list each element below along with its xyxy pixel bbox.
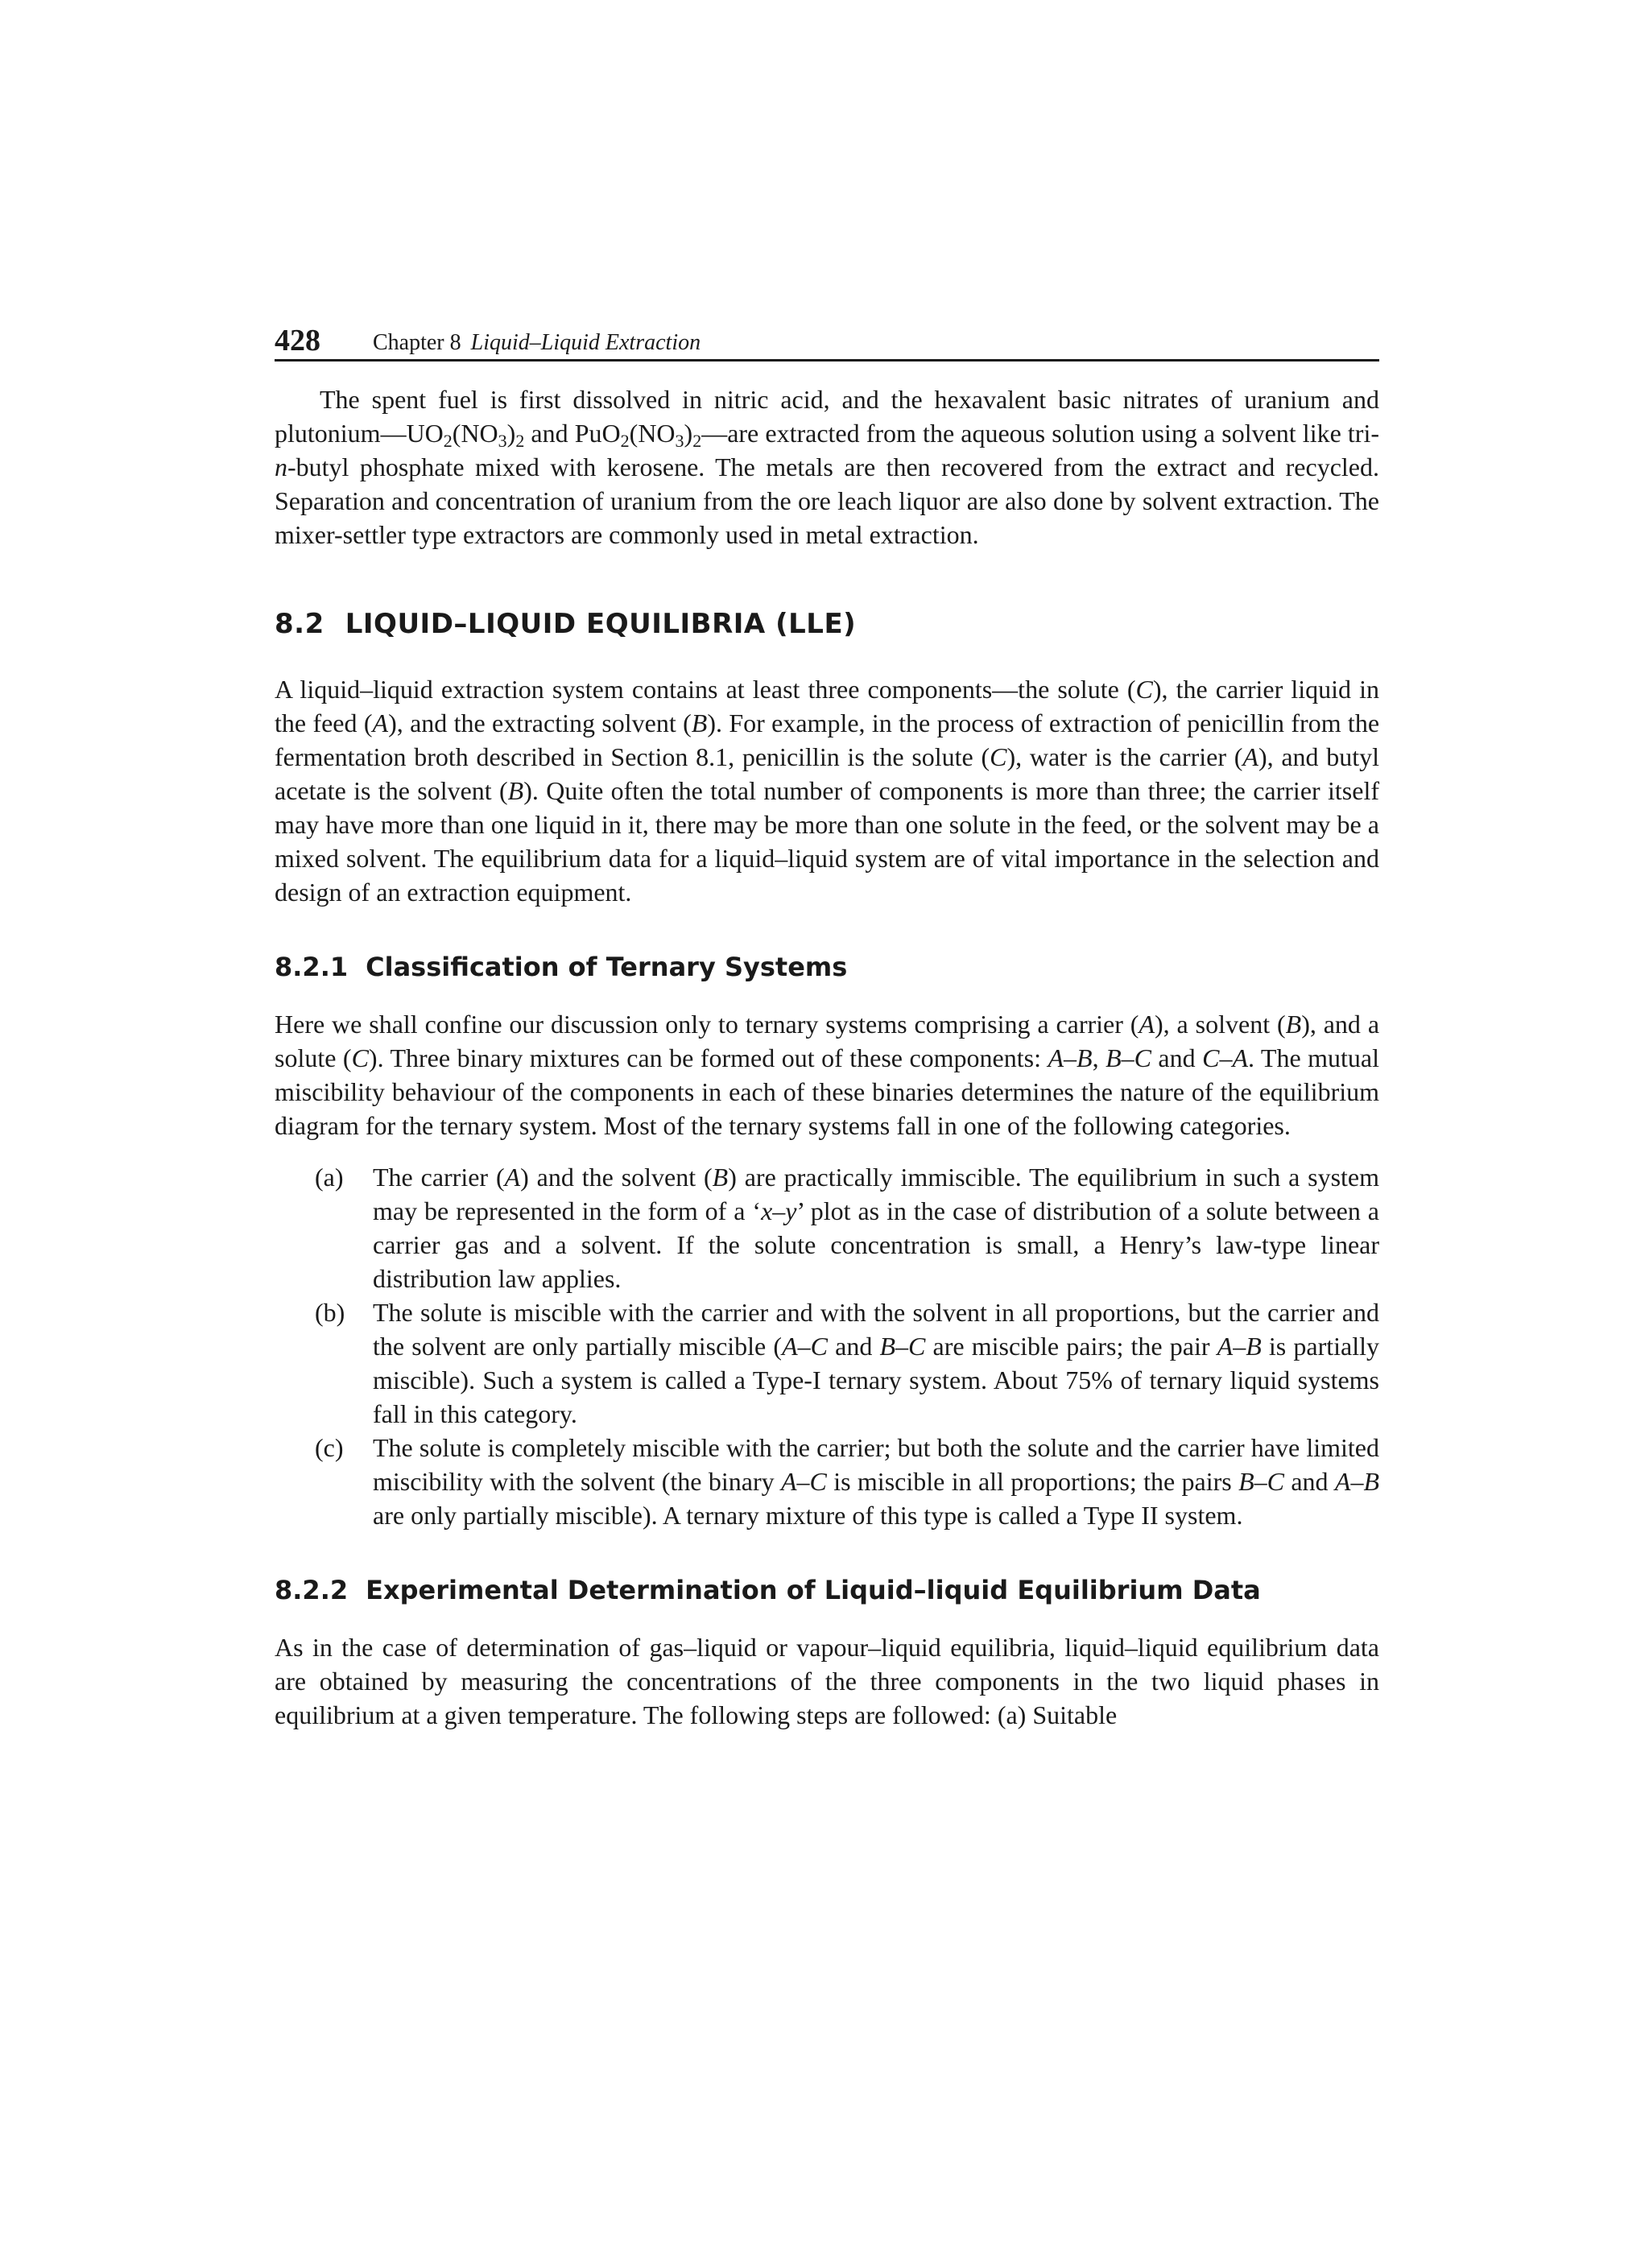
section-heading-8-2-2: 8.2.2 Experimental Determination of Liquid–liquid Equilibrium Data (275, 1575, 1261, 1605)
list-item: (a) The carrier (A) and the solvent (B) are practically immiscible. The equilibrium in such a system may be represented in the form of a ‘x–y’ plot as in the case of distribution of a solute between a carrier gas and a solvent. If the solute concentration is small, a Henry’s law-type linear distribution law applies. (315, 1163, 1380, 1293)
formula-plutonyl-nitrate: $PuO_2(NO_3)_2$ (574, 419, 702, 451)
chapter-title: Liquid–Liquid Extraction (470, 330, 701, 355)
page (275, 320, 1379, 1732)
running-header (275, 320, 1379, 361)
page-number: 428 (275, 324, 320, 357)
section-heading-8-2: 8.2 LIQUID–LIQUID EQUILIBRIA (LLE) (275, 608, 857, 640)
section-8-2-1-paragraph: Here we shall confine our discussion only to ternary systems comprising a carrier (A), a solvent (B), and a solute (C). Three binary mixtures can be formed out of these components: A–B, B–C and C–A. The mutual miscibility behaviour of the components in each of these binaries determines the nature of the equilibrium diagram for the ternary system. Most of the ternary systems fall in one of the following categories. (275, 1010, 1380, 1140)
running-head (373, 332, 701, 354)
section-heading-8-2-1: 8.2.1 Classification of Ternary Systems (275, 952, 848, 982)
section-8-2-2-paragraph: As in the case of determination of gas–liquid or vapour–liquid equilibria, liquid–liquid equilibrium data are obtained by measuring the concentrations of the three components in the two liquid phases in equilibrium at a given temperature. The following steps are followed: (a) Suitable (275, 1633, 1379, 1729)
classification-list (275, 1160, 1379, 1532)
formula-uranyl-nitrate: $UO_2(NO_3)_2$ (406, 419, 525, 451)
chapter-label: Chapter 8 (373, 330, 461, 355)
section-8-2-paragraph: A liquid–liquid extraction system contains at least three components—the solute (C), the carrier liquid in the feed (A), and the extracting solvent (B). For example, in the process of extraction of penicillin from the fermentation broth described in Section 8.1, penicillin is the solute (C), water is the carrier (A), and butyl acetate is the solvent (B). Quite often the total number of components is more than three; the carrier itself may have more than one liquid in it, there may be more than one solute in the feed, or the solvent may be a mixed solvent. The equilibrium data for a liquid–liquid system are of vital importance in the selection and design of an extraction equipment. (275, 675, 1380, 907)
intro-paragraph: The spent fuel is first dissolved in nitric acid, and the hexavalent basic nitrates of uranium and $plutonium—UO_2(NO_3)_2$ and $PuO_2(NO_3)_2—are$ extracted from the aqueous solution using a solvent like tri-n-butyl phosphate mixed with kerosene. The metals are then recovered from the extract and recycled. Separation and concentration of uranium from the ore leach liquor are also done by solvent extraction. The mixer-settler type extractors are commonly used in metal extraction. (275, 385, 1380, 549)
list-item: (c) The solute is completely miscible with the carrier; but both the solute and the carrier have limited miscibility with the solvent (the binary A–C is miscible in all proportions; the pairs B–C and A–B are only partially miscible). A ternary mixture of this type is called a Type II system. (315, 1433, 1380, 1530)
list-item: (b) The solute is miscible with the carrier and with the solvent in all proportions, but the carrier and the solvent are only partially miscible (A–C and B–C are miscible pairs; the pair A–B is partially miscible). Such a system is called a Type-I ternary system. About 75% of ternary liquid systems fall in this category. (315, 1298, 1380, 1428)
